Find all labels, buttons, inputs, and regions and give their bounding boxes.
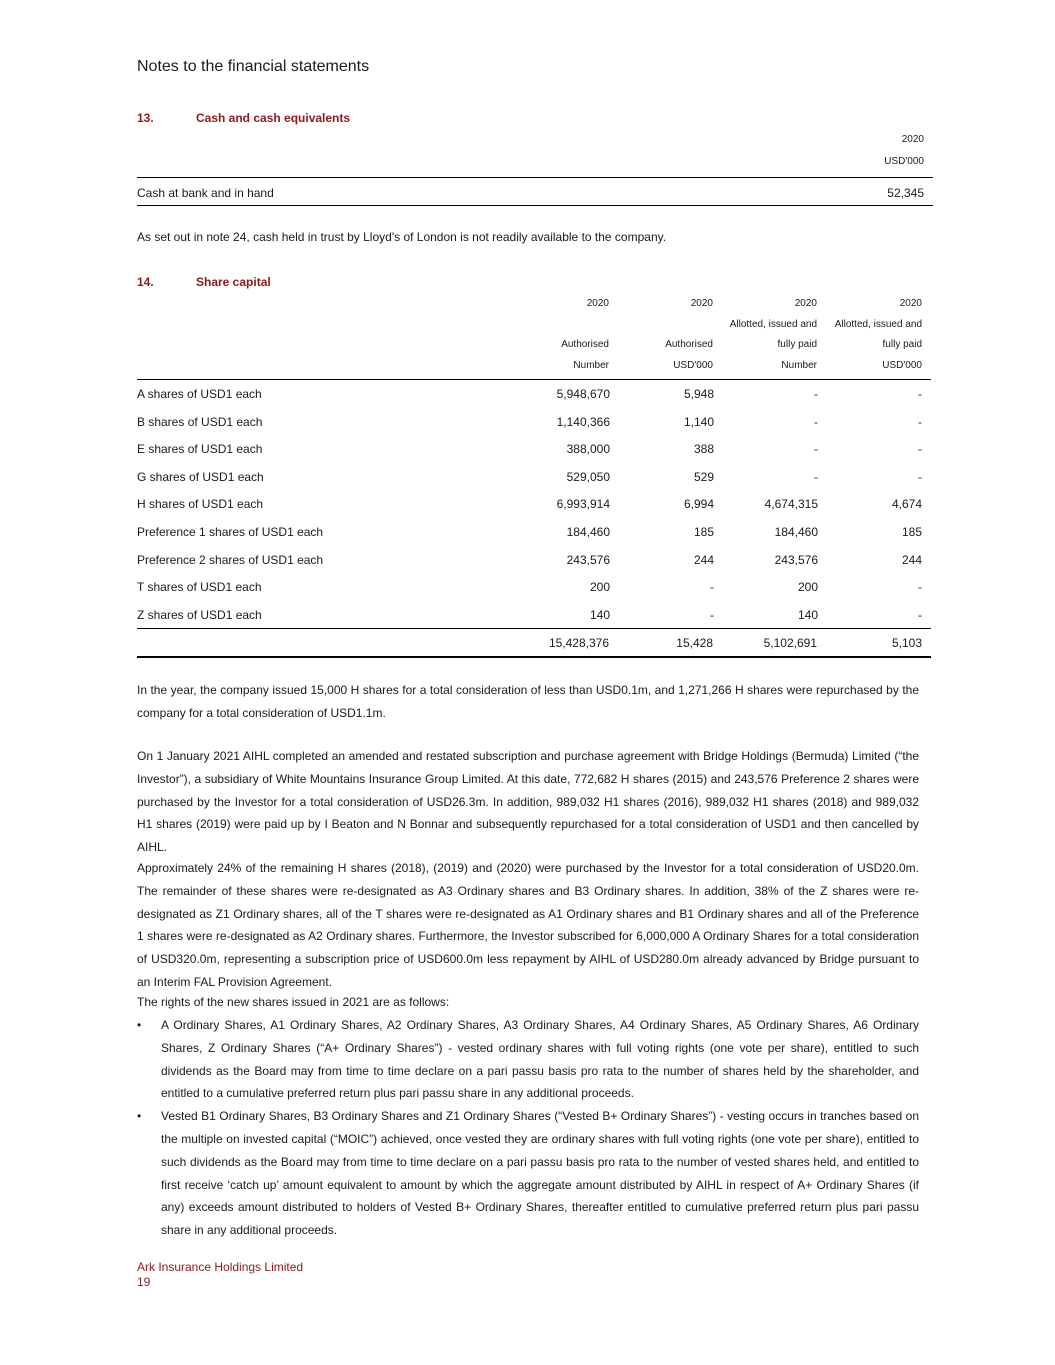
list-item xyxy=(137,1014,919,1105)
table-row xyxy=(137,491,931,519)
table-row xyxy=(137,574,931,602)
share-capital-table xyxy=(137,381,931,629)
section-heading-14 xyxy=(137,275,271,289)
header-line: fully paid xyxy=(777,339,817,350)
section-number: 13. xyxy=(137,111,154,125)
bullet-list xyxy=(137,1014,919,1242)
table-row xyxy=(137,519,931,547)
list-item-text: A Ordinary Shares, A1 Ordinary Shares, A2 Ordinary Shares, A3 Ordinary Shares, A4 Ordinary Shares, A5 Ordinary Shares, A6 Ordinary Shares, Z Ordinary Shares (“A+ Ordinary Shares”) - vested ordinary shares with full voting rights (one vote per share), entitled to such dividends as the Board may from time to time declare on a pari passu basis pro rata to the number of shares held by the shareholder, and entitled to a cumulative preferred return plus pari passu share in any additional proceeds. xyxy=(161,1018,919,1101)
header-line: Number xyxy=(781,360,817,371)
list-item-text: Vested B1 Ordinary Shares, B3 Ordinary Shares and Z1 Ordinary Shares (“Vested B+ Ordinary Shares”) - vesting occurs in tranches based on the multiple on invested capital (“MOIC”) achieved, once vested they are ordinary shares with full voting rights (one vote per share), entitled to such dividends as the Board may from time to time declare on a pari passu basis pro rata to the number of vested shares held, and entitled to first receive ‘catch up’ amount equivalent to amount by which the aggregate amount distributed by AIHL in respect of A+ Ordinary Shares (if any) exceeds amount distributed to holders of Vested B+ Ordinary Shares, thereafter entitled to cumulative preferred return plus pari passu share in any additional proceeds. xyxy=(161,1109,919,1238)
cell: 1,140,366 xyxy=(556,414,610,429)
total-cell: 5,103 xyxy=(891,636,922,650)
total-cell: 5,102,691 xyxy=(763,636,817,650)
list-item xyxy=(137,1105,919,1242)
column-year: 2020 xyxy=(901,134,924,145)
table-rule xyxy=(137,628,931,629)
cell: - xyxy=(918,580,922,595)
cell: 244 xyxy=(901,552,922,567)
cell: 1,140 xyxy=(683,414,714,429)
table-rule-double xyxy=(137,656,931,658)
header-line: USD'000 xyxy=(882,360,922,371)
cell: 184,460 xyxy=(774,524,818,539)
row-label: Preference 2 shares of USD1 each xyxy=(137,552,324,567)
row-label: Cash at bank and in hand xyxy=(137,186,274,200)
row-value: 52,345 xyxy=(887,186,924,200)
header-line: Allotted, issued and xyxy=(834,319,922,330)
cell: 243,576 xyxy=(774,552,818,567)
cell: - xyxy=(918,442,922,457)
row-label: Z shares of USD1 each xyxy=(137,607,262,622)
cell: 6,994 xyxy=(683,497,714,512)
cell: 200 xyxy=(589,580,610,595)
table-rule xyxy=(137,177,933,178)
section-title: Share capital xyxy=(196,275,271,289)
header-year: 2020 xyxy=(586,298,609,309)
paragraph: Approximately 24% of the remaining H shares (2018), (2019) and (2020) were purchased by the Investor for a total consideration of USD20.0m. The remainder of these shares were re-designated as A3 Ordinary shares and B3 Ordinary shares. In addition, 38% of the Z shares were re-designated as Z1 Ordinary shares, all of the T shares were re-designated as A1 Ordinary shares and B1 Ordinary shares and all of the Preference 1 shares were re-designated as A2 Ordinary shares. Furthermore, the Investor subscribed for 6,000,000 A Ordinary Shares for a total consideration of USD320.0m, representing a subscription price of USD600.0m less repayment by AIHL of USD280.0m already advanced by Bridge pursuant to an Interim FAL Provision Agreement. xyxy=(137,861,919,989)
cell: 243,576 xyxy=(566,552,610,567)
cell: 200 xyxy=(797,580,818,595)
cell: 140 xyxy=(589,607,610,622)
row-label: E shares of USD1 each xyxy=(137,442,263,457)
table-row xyxy=(137,436,931,464)
cell: 244 xyxy=(693,552,714,567)
row-label: A shares of USD1 each xyxy=(137,387,262,401)
paragraph: On 1 January 2021 AIHL completed an amended and restated subscription and purchase agreement with Bridge Holdings (Bermuda) Limited (“the Investor”), a subsidiary of White Mountains Insurance Group Limited. At this date, 772,682 H shares (2015) and 243,576 Preference 2 shares were purchased by the Investor for a total consideration of USD26.3m. In addition, 989,032 H1 shares (2016), 989,032 H1 shares (2018) and 989,032 H1 shares (2019) were paid up by I Beaton and N Bonnar and subsequently repurchased for a total consideration of USD1 and then cancelled by AIHL. xyxy=(137,749,919,855)
cell: - xyxy=(918,414,922,429)
cell: - xyxy=(918,469,922,484)
cell: 529,050 xyxy=(566,469,610,484)
cell: 6,993,914 xyxy=(556,497,610,512)
table-row xyxy=(137,409,931,437)
cell: 5,948 xyxy=(683,387,714,401)
cell: 529 xyxy=(693,469,714,484)
header-year: 2020 xyxy=(899,298,922,309)
table-rule xyxy=(137,379,931,380)
header-year: 2020 xyxy=(794,298,817,309)
header-line: Authorised xyxy=(561,339,609,350)
paragraph: The rights of the new shares issued in 2021 are as follows: xyxy=(137,995,450,1009)
note-text: As set out in note 24, cash held in trust by Lloyd's of London is not readily available to the company. xyxy=(137,230,667,244)
cell: - xyxy=(814,414,818,429)
section-heading-13 xyxy=(137,111,350,125)
cell: - xyxy=(814,387,818,401)
row-label: Preference 1 shares of USD1 each xyxy=(137,524,324,539)
cell: - xyxy=(918,387,922,401)
bullet-icon: • xyxy=(137,1109,142,1124)
header-line: fully paid xyxy=(882,339,922,350)
cell: 388 xyxy=(693,442,714,457)
table-row xyxy=(137,547,931,575)
header-line: Allotted, issued and xyxy=(729,319,817,330)
cell: 4,674 xyxy=(891,497,922,512)
cell: 184,460 xyxy=(566,524,610,539)
row-label: H shares of USD1 each xyxy=(137,497,264,512)
page-number: 19 xyxy=(137,1275,151,1289)
table-row xyxy=(137,464,931,492)
footer xyxy=(137,1260,303,1290)
cell: 5,948,670 xyxy=(556,387,610,401)
table-row xyxy=(137,381,931,409)
section-title: Cash and cash equivalents xyxy=(196,111,351,125)
table-row xyxy=(137,602,931,630)
cell: - xyxy=(710,580,714,595)
cell: 185 xyxy=(693,524,714,539)
cell: 4,674,315 xyxy=(764,497,818,512)
cell: - xyxy=(710,607,714,622)
cell: - xyxy=(814,469,818,484)
row-label: B shares of USD1 each xyxy=(137,414,263,429)
row-label: G shares of USD1 each xyxy=(137,469,264,484)
header-line: Number xyxy=(573,360,609,371)
cell: 140 xyxy=(797,607,818,622)
section-number: 14. xyxy=(137,275,154,289)
column-unit: USD'000 xyxy=(884,156,924,167)
cell: - xyxy=(918,607,922,622)
cell: 185 xyxy=(901,524,922,539)
header-year: 2020 xyxy=(690,298,713,309)
paragraph: In the year, the company issued 15,000 H shares for a total consideration of less than USD0.1m, and 1,271,266 H shares were repurchased by the company for a total consideration of USD1.1m. xyxy=(137,683,919,720)
cell: - xyxy=(814,442,818,457)
total-cell: 15,428,376 xyxy=(548,636,609,650)
header-line: USD'000 xyxy=(673,360,713,371)
bullet-icon: • xyxy=(137,1018,142,1032)
header-line: Authorised xyxy=(665,339,713,350)
cell: 388,000 xyxy=(566,442,610,457)
page-title: Notes to the financial statements xyxy=(137,58,370,75)
table-rule xyxy=(137,205,933,206)
row-label: T shares of USD1 each xyxy=(137,580,262,595)
total-cell: 15,428 xyxy=(676,636,713,650)
footer-company: Ark Insurance Holdings Limited xyxy=(137,1260,304,1274)
